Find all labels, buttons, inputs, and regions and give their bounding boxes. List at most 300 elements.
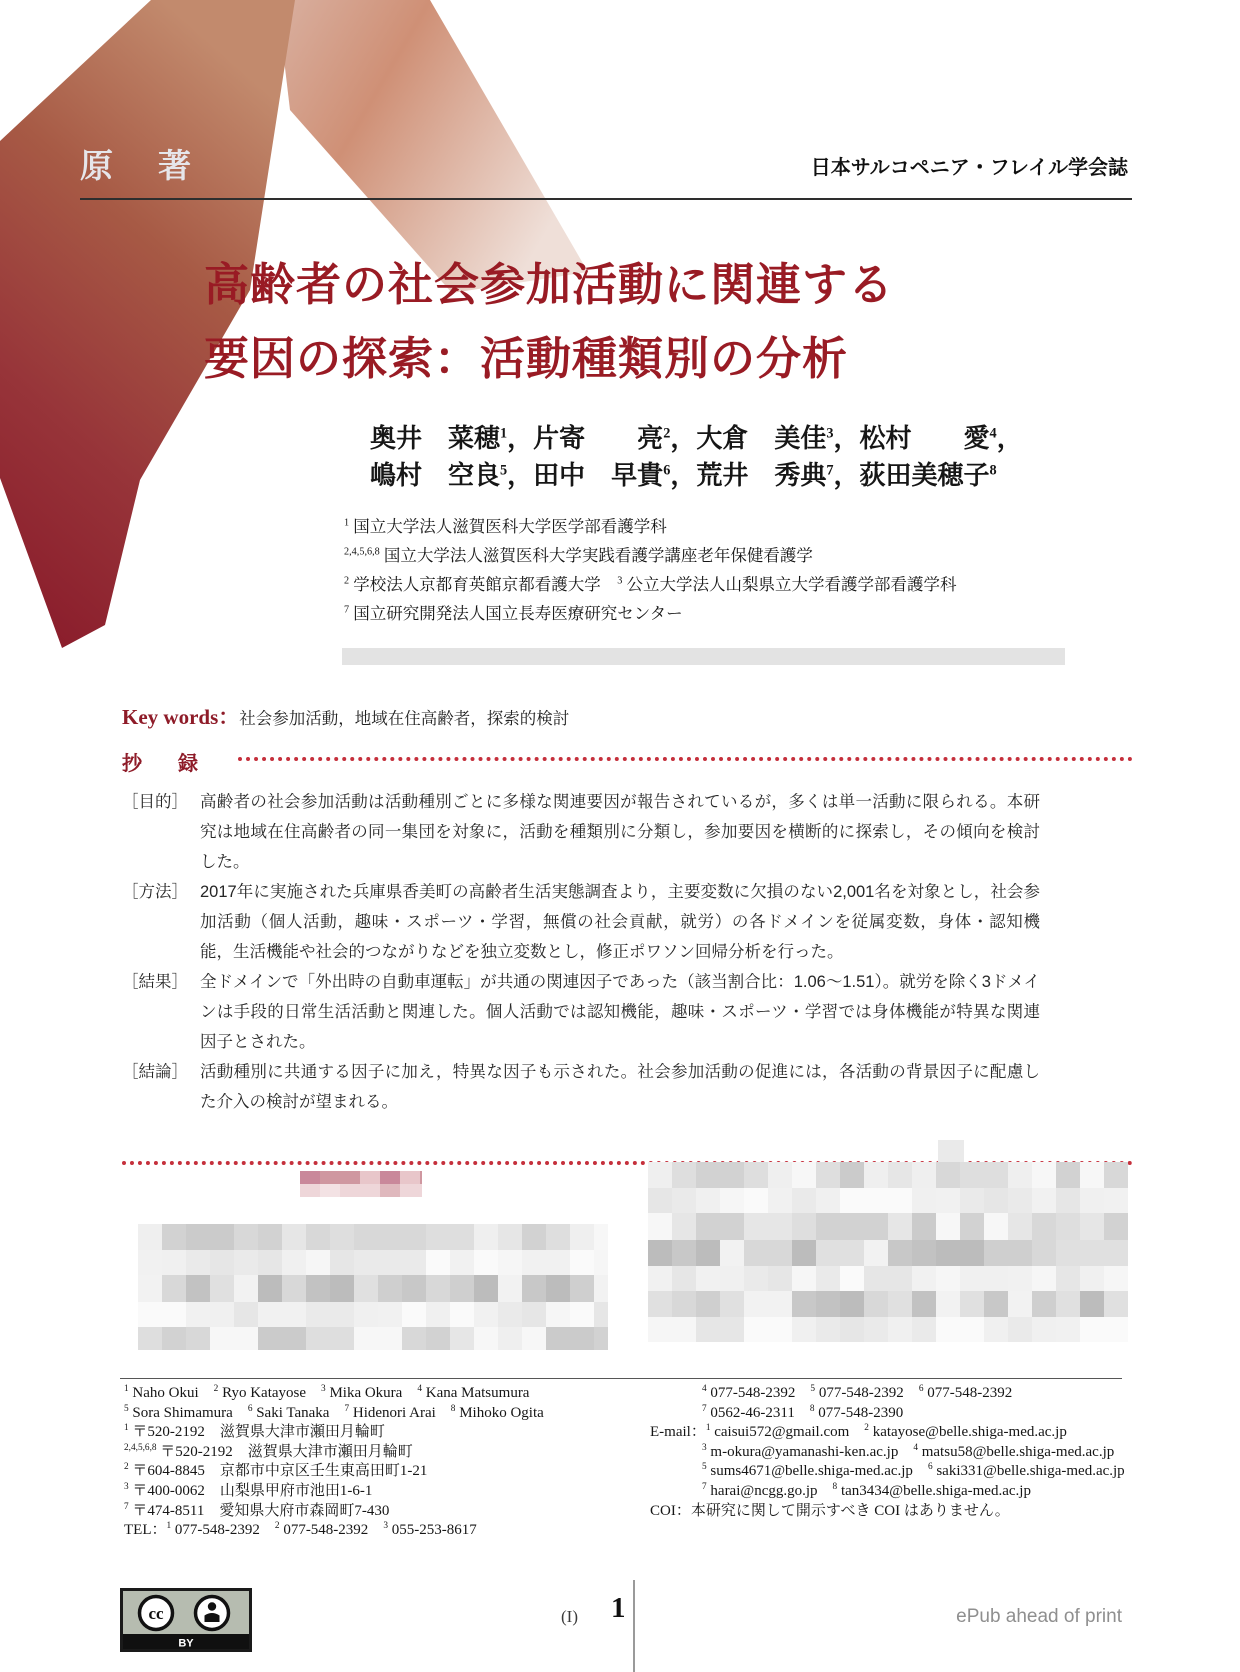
- redacted-cell: [426, 1224, 450, 1250]
- footnote-line: $^1$ Naho Okui $^2$ Ryo Katayose $^3$ Mika Okura $^4$ Kana Matsumura: [124, 1384, 530, 1401]
- redacted-cell: [816, 1188, 840, 1213]
- redacted-cell: [816, 1240, 840, 1266]
- redacted-cell: [300, 1171, 320, 1184]
- redacted-cell: [258, 1302, 282, 1327]
- page-number: 1: [611, 1592, 626, 1624]
- redacted-cell: [162, 1302, 186, 1327]
- redacted-cell: [450, 1224, 474, 1250]
- abstract-heading: 抄 録: [122, 753, 206, 775]
- redacted-cell: [984, 1162, 1008, 1188]
- redacted-cell: [320, 1184, 340, 1197]
- redacted-cell: [936, 1188, 960, 1213]
- redacted-cell: [1008, 1291, 1032, 1317]
- superscript: 1: [124, 1423, 129, 1434]
- redacted-cell: [696, 1266, 720, 1291]
- abstract-item-label: ［方法］: [122, 883, 188, 901]
- redacted-cell: [696, 1291, 720, 1317]
- superscript: 8: [989, 462, 997, 479]
- redacted-cell: [138, 1224, 162, 1250]
- redacted-cell: [378, 1250, 402, 1275]
- redacted-cell: [1032, 1317, 1056, 1342]
- redacted-cell: [960, 1162, 984, 1188]
- affiliation-list: [344, 512, 956, 628]
- redacted-cell: [984, 1291, 1008, 1317]
- redacted-cell: [330, 1327, 354, 1350]
- superscript: 5: [124, 1403, 129, 1414]
- redacted-cell: [888, 1240, 912, 1266]
- redacted-cell: [1032, 1240, 1056, 1266]
- redacted-cell: [984, 1317, 1008, 1342]
- redacted-cell: [744, 1317, 768, 1342]
- redacted-cell: [960, 1240, 984, 1266]
- redacted-cell: [498, 1275, 522, 1302]
- redacted-cell: [720, 1162, 744, 1188]
- abstract-item-text: 全ドメインで「外出時の自動車運転」が共通の関連因子であった（該当割合比：1.06〜1.51）。就労を除く3ドメインは手段的日常生活活動と関連した。個人活動では認知機能，趣味・スポーツ・学習では身体機能が特異な関連因子とされた。: [200, 973, 1040, 1051]
- paper-title-line1: 高齢者の社会参加活動に関連する: [204, 259, 895, 310]
- cc-by-label: BY: [178, 1637, 194, 1650]
- redacted-cell: [1008, 1266, 1032, 1291]
- redacted-cell: [696, 1240, 720, 1266]
- redacted-cell: [912, 1213, 936, 1240]
- redacted-cell: [744, 1162, 768, 1188]
- redacted-cell: [1104, 1162, 1128, 1188]
- superscript: 2,4,5,6,8: [344, 546, 380, 558]
- redacted-cell: [522, 1327, 546, 1350]
- redacted-cell: [210, 1327, 234, 1350]
- author-line: 奥井 菜穂$^1$，片寄 亮$^2$，大倉 美佳$^3$，松村 愛$^4$，: [370, 424, 1023, 453]
- redacted-cell: [282, 1250, 306, 1275]
- redacted-row: [138, 1224, 608, 1250]
- redacted-cell: [744, 1188, 768, 1213]
- redacted-row: [648, 1266, 1128, 1291]
- redacted-cell: [912, 1317, 936, 1342]
- footnote-line: $^{2,4,5,6,8}$ 〒520-2192 滋賀県大津市瀬田月輪町: [124, 1442, 413, 1460]
- redacted-cell: [1080, 1188, 1104, 1213]
- redacted-cell: [522, 1250, 546, 1275]
- redacted-cell: [498, 1224, 522, 1250]
- redacted-row: [648, 1291, 1128, 1317]
- redacted-cell: [210, 1250, 234, 1275]
- keywords-value: 社会参加活動，地域在住高齢者，探索的検討: [239, 710, 570, 728]
- redacted-cell: [380, 1184, 400, 1197]
- superscript: 2: [663, 425, 671, 442]
- redacted-cell: [1080, 1317, 1104, 1342]
- redacted-row: [648, 1213, 1128, 1240]
- dotted-separator-top: [238, 757, 1133, 761]
- redacted-row: [300, 1171, 422, 1184]
- superscript: 3: [617, 575, 623, 587]
- superscript: 2: [213, 1384, 219, 1394]
- redacted-cell: [162, 1275, 186, 1302]
- redacted-cell: [1008, 1213, 1032, 1240]
- redacted-cell: [840, 1240, 864, 1266]
- redacted-cell: [1008, 1240, 1032, 1266]
- redacted-cell: [672, 1266, 696, 1291]
- redacted-cell: [864, 1240, 888, 1266]
- redacted-cell: [474, 1302, 498, 1327]
- redacted-cell: [672, 1240, 696, 1266]
- redacted-cell: [672, 1317, 696, 1342]
- redacted-cell: [474, 1327, 498, 1350]
- redacted-cell: [594, 1224, 608, 1250]
- superscript: 3: [321, 1384, 326, 1394]
- redacted-cell: [426, 1250, 450, 1275]
- redacted-row: [300, 1184, 422, 1197]
- redacted-cell: [888, 1266, 912, 1291]
- redacted-cell: [138, 1327, 162, 1350]
- redacted-cell: [258, 1224, 282, 1250]
- redacted-row: [138, 1327, 608, 1350]
- redacted-cell: [864, 1162, 888, 1188]
- redacted-cell: [984, 1240, 1008, 1266]
- redacted-cell: [186, 1250, 210, 1275]
- abstract-item-results: [122, 967, 1040, 1057]
- redacted-row: [648, 1317, 1128, 1342]
- redacted-cell: [984, 1188, 1008, 1213]
- redacted-cell: [816, 1291, 840, 1317]
- redacted-cell: [744, 1266, 768, 1291]
- redacted-cell: [354, 1224, 378, 1250]
- redacted-cell: [744, 1213, 768, 1240]
- redacted-cell: [984, 1213, 1008, 1240]
- redacted-cell: [720, 1291, 744, 1317]
- redacted-cell: [938, 1140, 964, 1162]
- superscript: 8: [450, 1403, 456, 1414]
- redacted-cell: [840, 1213, 864, 1240]
- redacted-cell: [234, 1224, 258, 1250]
- redacted-cell: [744, 1291, 768, 1317]
- redacted-cell: [1008, 1317, 1032, 1342]
- redacted-cell: [672, 1291, 696, 1317]
- superscript: 5: [500, 462, 508, 479]
- redacted-row: [938, 1140, 964, 1162]
- redacted-cell: [1104, 1188, 1128, 1213]
- keywords-line: [122, 701, 569, 731]
- redacted-row: [648, 1162, 1128, 1188]
- redacted-cell: [340, 1171, 360, 1184]
- redacted-cell: [888, 1213, 912, 1240]
- redacted-cell: [648, 1213, 672, 1240]
- redacted-cell: [768, 1266, 792, 1291]
- redacted-cell: [816, 1317, 840, 1342]
- redacted-cell: [768, 1213, 792, 1240]
- redacted-cell: [330, 1302, 354, 1327]
- redacted-cell: [450, 1275, 474, 1302]
- redacted-cell: [210, 1302, 234, 1327]
- redacted-cell: [186, 1327, 210, 1350]
- abstract-item-label: ［結果］: [122, 973, 188, 991]
- redacted-cell: [1056, 1317, 1080, 1342]
- redacted-cell: [354, 1275, 378, 1302]
- redacted-row: [648, 1188, 1128, 1213]
- redacted-cell: [258, 1250, 282, 1275]
- redacted-cell: [210, 1224, 234, 1250]
- abstract-item-objective: [122, 787, 1040, 877]
- redacted-cell: [306, 1302, 330, 1327]
- redacted-cell: [960, 1188, 984, 1213]
- footnote-line: E-mail：$^1$ caisui572@gmail.com $^2$ katayose@belle.shiga-med.ac.jp: [650, 1423, 1067, 1441]
- redacted-cell: [864, 1266, 888, 1291]
- redacted-row: [138, 1302, 608, 1327]
- redacted-cell: [330, 1275, 354, 1302]
- redacted-cell: [960, 1266, 984, 1291]
- redacted-cell: [768, 1162, 792, 1188]
- redacted-cell: [768, 1240, 792, 1266]
- redacted-row: [138, 1275, 608, 1302]
- redacted-cell: [380, 1171, 400, 1184]
- redacted-cell: [306, 1327, 330, 1350]
- redacted-cell: [1032, 1188, 1056, 1213]
- redacted-cell: [816, 1266, 840, 1291]
- redacted-cell: [1104, 1213, 1128, 1240]
- redacted-cell: [138, 1302, 162, 1327]
- abstract-item-label: ［目的］: [122, 793, 188, 811]
- superscript: 7: [702, 1403, 707, 1414]
- redacted-cell: [1080, 1291, 1104, 1317]
- redacted-strip: [342, 648, 1065, 665]
- redacted-cell: [936, 1240, 960, 1266]
- superscript: 7: [826, 462, 834, 479]
- redacted-cell: [400, 1184, 420, 1197]
- redacted-cell: [474, 1275, 498, 1302]
- redacted-cell: [648, 1317, 672, 1342]
- superscript: 4: [417, 1384, 422, 1394]
- redacted-cell: [1080, 1162, 1104, 1188]
- redacted-cell: [912, 1291, 936, 1317]
- superscript: 2: [274, 1521, 280, 1532]
- redacted-cell: [186, 1224, 210, 1250]
- journal-name: 日本サルコペニア・フレイル学会誌: [810, 157, 1128, 179]
- redacted-cell: [306, 1275, 330, 1302]
- redacted-cell: [354, 1250, 378, 1275]
- redacted-cell: [570, 1224, 594, 1250]
- redacted-cell: [426, 1327, 450, 1350]
- footnotes-right-column: [650, 1384, 1150, 1521]
- redacted-cell: [594, 1250, 608, 1275]
- redacted-cell: [300, 1184, 320, 1197]
- redacted-cell: [816, 1213, 840, 1240]
- redacted-cell: [1056, 1291, 1080, 1317]
- redacted-cell: [672, 1188, 696, 1213]
- redacted-cell: [450, 1250, 474, 1275]
- footnote-line: COI：本研究に関して開示すべき COI はありません。: [650, 1502, 1010, 1519]
- svg-text:cc: cc: [148, 1604, 164, 1623]
- redacted-cell: [792, 1240, 816, 1266]
- redacted-cell: [1056, 1240, 1080, 1266]
- redacted-cell: [420, 1171, 422, 1184]
- redacted-cell: [162, 1327, 186, 1350]
- redacted-cell: [162, 1250, 186, 1275]
- footnote-line: $^2$ 〒604-8845 京都市中京区壬生東高田町1-21: [124, 1462, 428, 1480]
- redacted-cell: [936, 1317, 960, 1342]
- redacted-cell: [960, 1213, 984, 1240]
- redacted-row: [138, 1250, 608, 1275]
- footnote-line: TEL：$^1$ 077-548-2392 $^2$ 077-548-2392 $^3$ 055-253-8617: [124, 1521, 477, 1539]
- redacted-cell: [1008, 1188, 1032, 1213]
- redacted-cell: [210, 1275, 234, 1302]
- footnote-line: $^4$ 077-548-2392 $^5$ 077-548-2392 $^6$ 077-548-2392: [702, 1384, 1013, 1401]
- redacted-cell: [1008, 1162, 1032, 1188]
- redacted-cell: [960, 1291, 984, 1317]
- author-line: 嶋村 空良$^5$，田中 早貴$^6$，荒井 秀典$^7$，荻田美穂子$^8$: [370, 461, 997, 490]
- redacted-cell: [768, 1317, 792, 1342]
- redacted-cell: [792, 1317, 816, 1342]
- superscript: 7: [344, 1403, 350, 1414]
- superscript: 7: [344, 604, 350, 616]
- redacted-cell: [720, 1317, 744, 1342]
- article-type-label: 原 著: [80, 147, 197, 184]
- redacted-cell: [306, 1224, 330, 1250]
- redacted-cell: [402, 1327, 426, 1350]
- redacted-cell: [546, 1275, 570, 1302]
- redacted-cell: [330, 1224, 354, 1250]
- superscript: 8: [832, 1481, 838, 1492]
- redacted-cell: [816, 1162, 840, 1188]
- redacted-cell: [888, 1162, 912, 1188]
- redacted-cell: [498, 1250, 522, 1275]
- redacted-cell: [744, 1240, 768, 1266]
- redacted-cell: [1080, 1240, 1104, 1266]
- redacted-cell: [912, 1240, 936, 1266]
- redacted-cell: [360, 1184, 380, 1197]
- redacted-cell: [840, 1291, 864, 1317]
- redacted-cell: [234, 1302, 258, 1327]
- redacted-cell: [258, 1275, 282, 1302]
- redacted-cell: [648, 1240, 672, 1266]
- redacted-cell: [1032, 1162, 1056, 1188]
- redacted-cell: [720, 1213, 744, 1240]
- redacted-cell: [282, 1224, 306, 1250]
- redacted-cell: [546, 1302, 570, 1327]
- redacted-cell: [672, 1162, 696, 1188]
- footnotes-left-column: [124, 1384, 624, 1541]
- redacted-cell: [570, 1250, 594, 1275]
- redacted-cell: [402, 1275, 426, 1302]
- redacted-cell: [1032, 1266, 1056, 1291]
- redacted-cell: [186, 1275, 210, 1302]
- superscript: 2,4,5,6,8: [124, 1442, 157, 1453]
- abstract-item-text: 高齢者の社会参加活動は活動種別ごとに多様な関連要因が報告されているが，多くは単一活動に限られる。本研究は地域在住高齢者の同一集団を対象に，活動を種類別に分類し，参加要因を横断的に探索し，その傾向を検討した。: [200, 793, 1040, 871]
- redacted-cell: [320, 1171, 340, 1184]
- redacted-cell: [234, 1275, 258, 1302]
- cc-by-license-badge: [120, 1588, 252, 1652]
- author-list: [370, 420, 1023, 494]
- redacted-cell: [1104, 1291, 1128, 1317]
- redacted-cell: [360, 1171, 380, 1184]
- redacted-cell: [570, 1302, 594, 1327]
- paper-title: [204, 248, 894, 396]
- redacted-cell: [936, 1162, 960, 1188]
- redacted-row: [648, 1240, 1128, 1266]
- superscript: 4: [702, 1384, 707, 1394]
- redacted-cell: [400, 1171, 420, 1184]
- redacted-cell: [420, 1184, 422, 1197]
- redacted-cell: [498, 1327, 522, 1350]
- superscript: 3: [383, 1521, 388, 1532]
- folio-prefix: (I): [561, 1607, 578, 1626]
- redacted-cell: [522, 1302, 546, 1327]
- superscript: 6: [918, 1384, 924, 1394]
- redacted-cell: [570, 1327, 594, 1350]
- redacted-cell: [912, 1162, 936, 1188]
- epub-ahead-of-print-note: ePub ahead of print: [956, 1606, 1122, 1627]
- redacted-cell: [282, 1275, 306, 1302]
- redacted-cell: [840, 1266, 864, 1291]
- redacted-cell: [1104, 1317, 1128, 1342]
- redacted-cell: [1080, 1266, 1104, 1291]
- redacted-text-notch: [938, 1140, 964, 1162]
- redacted-cell: [864, 1213, 888, 1240]
- redacted-cell: [354, 1327, 378, 1350]
- redacted-cell: [426, 1302, 450, 1327]
- superscript: 8: [809, 1403, 815, 1414]
- redacted-cell: [1056, 1266, 1080, 1291]
- redacted-cell: [864, 1291, 888, 1317]
- abstract-item-methods: [122, 877, 1040, 967]
- superscript: 6: [247, 1403, 253, 1414]
- redacted-cell: [340, 1184, 360, 1197]
- redacted-cell: [282, 1302, 306, 1327]
- superscript: 4: [913, 1442, 918, 1453]
- redacted-cell: [912, 1188, 936, 1213]
- footnote-rule: [120, 1378, 1122, 1379]
- redacted-cell: [594, 1275, 608, 1302]
- redacted-cell: [936, 1213, 960, 1240]
- superscript: 1: [166, 1521, 172, 1532]
- superscript: 4: [989, 425, 997, 442]
- redacted-cell: [594, 1302, 608, 1327]
- redacted-cell: [840, 1162, 864, 1188]
- redacted-cell: [696, 1188, 720, 1213]
- superscript: 2: [124, 1462, 129, 1473]
- redacted-cell: [792, 1213, 816, 1240]
- redacted-cell: [864, 1317, 888, 1342]
- redacted-cell: [234, 1250, 258, 1275]
- affiliation-line: $^2$ 学校法人京都育英館京都看護大学 $^3$ 公立大学法人山梨県立大学看護学部看護学科: [344, 575, 957, 594]
- superscript: 3: [124, 1481, 129, 1492]
- redacted-stamp: [300, 1171, 422, 1197]
- redacted-cell: [792, 1188, 816, 1213]
- redacted-cell: [138, 1250, 162, 1275]
- superscript: 6: [927, 1462, 933, 1473]
- superscript: 1: [124, 1384, 129, 1394]
- redacted-cell: [696, 1213, 720, 1240]
- superscript: 7: [124, 1501, 129, 1512]
- redacted-cell: [450, 1302, 474, 1327]
- footnote-line: $^3$ m-okura@yamanashi-ken.ac.jp $^4$ matsu58@belle.shiga-med.ac.jp: [702, 1442, 1115, 1460]
- abstract-item-label: ［結論］: [122, 1063, 188, 1081]
- redacted-cell: [768, 1188, 792, 1213]
- redacted-cell: [792, 1291, 816, 1317]
- redacted-cell: [840, 1317, 864, 1342]
- redacted-cell: [546, 1327, 570, 1350]
- redacted-cell: [912, 1266, 936, 1291]
- abstract-body: [122, 787, 1040, 1117]
- redacted-cell: [234, 1327, 258, 1350]
- redacted-cell: [378, 1224, 402, 1250]
- redacted-cell: [474, 1250, 498, 1275]
- superscript: 5: [702, 1462, 707, 1473]
- superscript: 2: [344, 575, 350, 587]
- redacted-cell: [768, 1291, 792, 1317]
- superscript: 3: [702, 1442, 707, 1453]
- redacted-cell: [570, 1275, 594, 1302]
- redacted-cell: [1104, 1240, 1128, 1266]
- superscript: 1: [344, 517, 350, 529]
- abstract-item-conclusion: [122, 1057, 1040, 1117]
- redacted-cell: [696, 1317, 720, 1342]
- superscript: 1: [705, 1423, 711, 1434]
